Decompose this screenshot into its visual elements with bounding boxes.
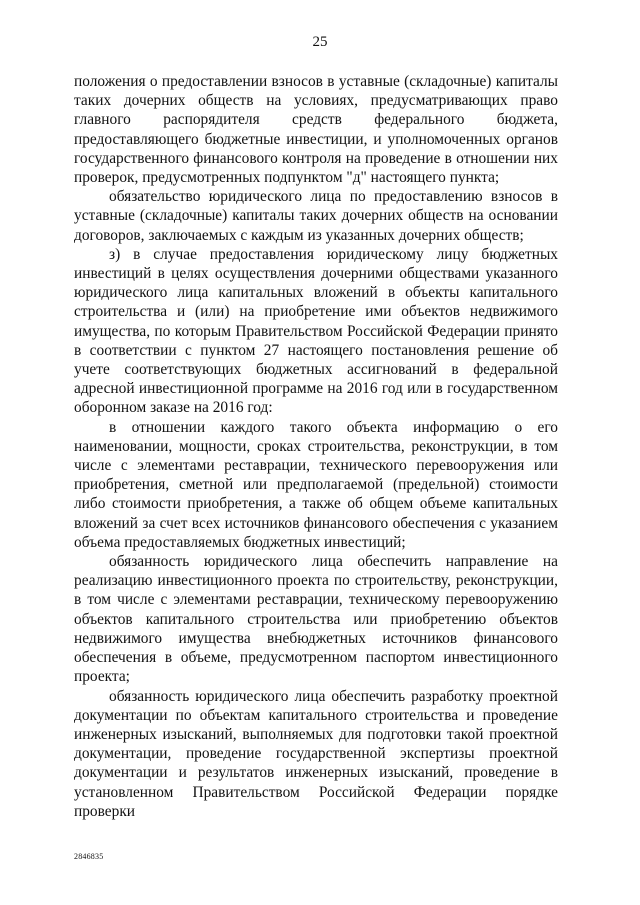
paragraph: в отношении каждого такого объекта информацию о его наименовании, мощности, сроках строительства, реконструкции, в том числе с элементами реставрации, технического перевооружения или приобретения, сметной или предполагаемой (предельной) стоимости либо стоимости приобретения, а также об общем объеме капитальных вложений за счет всех источников финансового обеспечения с указанием объема предоставляемых бюджетных инвестиций;	[74, 418, 558, 551]
paragraph: обязательство юридического лица по предоставлению взносов в уставные (складочные) капиталы таких дочерних обществ на основании договоров, заключаемых с каждым из указанных дочерних обществ;	[74, 188, 558, 244]
paragraph: обязанность юридического лица обеспечить направление на реализацию инвестиционного проекта по строительству, реконструкции, в том числе с элементами реставрации, техническому перевооружению объектов капитального строительства или приобретению объектов недвижимого имущества внебюджетных источников финансового обеспечения в объеме, предусмотренном паспортом инвестиционного проекта;	[74, 553, 558, 686]
document-code: 2846835	[74, 852, 104, 861]
paragraph: положения о предоставлении взносов в уставные (складочные) капиталы таких дочерних обществ на условиях, предусматривающих право главного распорядителя средств федерального бюджета, предоставляющего бюджетные инвестиции, и уполномоченных органов государственного финансового контроля на проведение в отношении них проверок, предусмотренных подпунктом "д" настоящего пункта;	[74, 73, 558, 187]
page-number: 25	[312, 34, 328, 50]
document-body	[74, 72, 558, 821]
paragraph: з) в случае предоставления юридическому лицу бюджетных инвестиций в целях осуществления дочерними обществами указанного юридического лица капитальных вложений в объекты капитального строительства и (или) на приобретение ими объектов недвижимого имущества, по которым Правительством Российской Федерации принято в соответствии с пунктом 27 настоящего постановления решение об учете соответствующих бюджетных ассигнований в федеральной адресной инвестиционной программе на 2016 год или в государственном оборонном заказе на 2016 год:	[74, 245, 558, 417]
paragraph: обязанность юридического лица обеспечить разработку проектной документации по объектам капитального строительства и проведение инженерных изысканий, выполняемых для подготовки такой проектной документации, проведение государственной экспертизы проектной документации и результатов инженерных изысканий, проведение в установленном Правительством Российской Федерации порядке проверки	[74, 687, 558, 820]
